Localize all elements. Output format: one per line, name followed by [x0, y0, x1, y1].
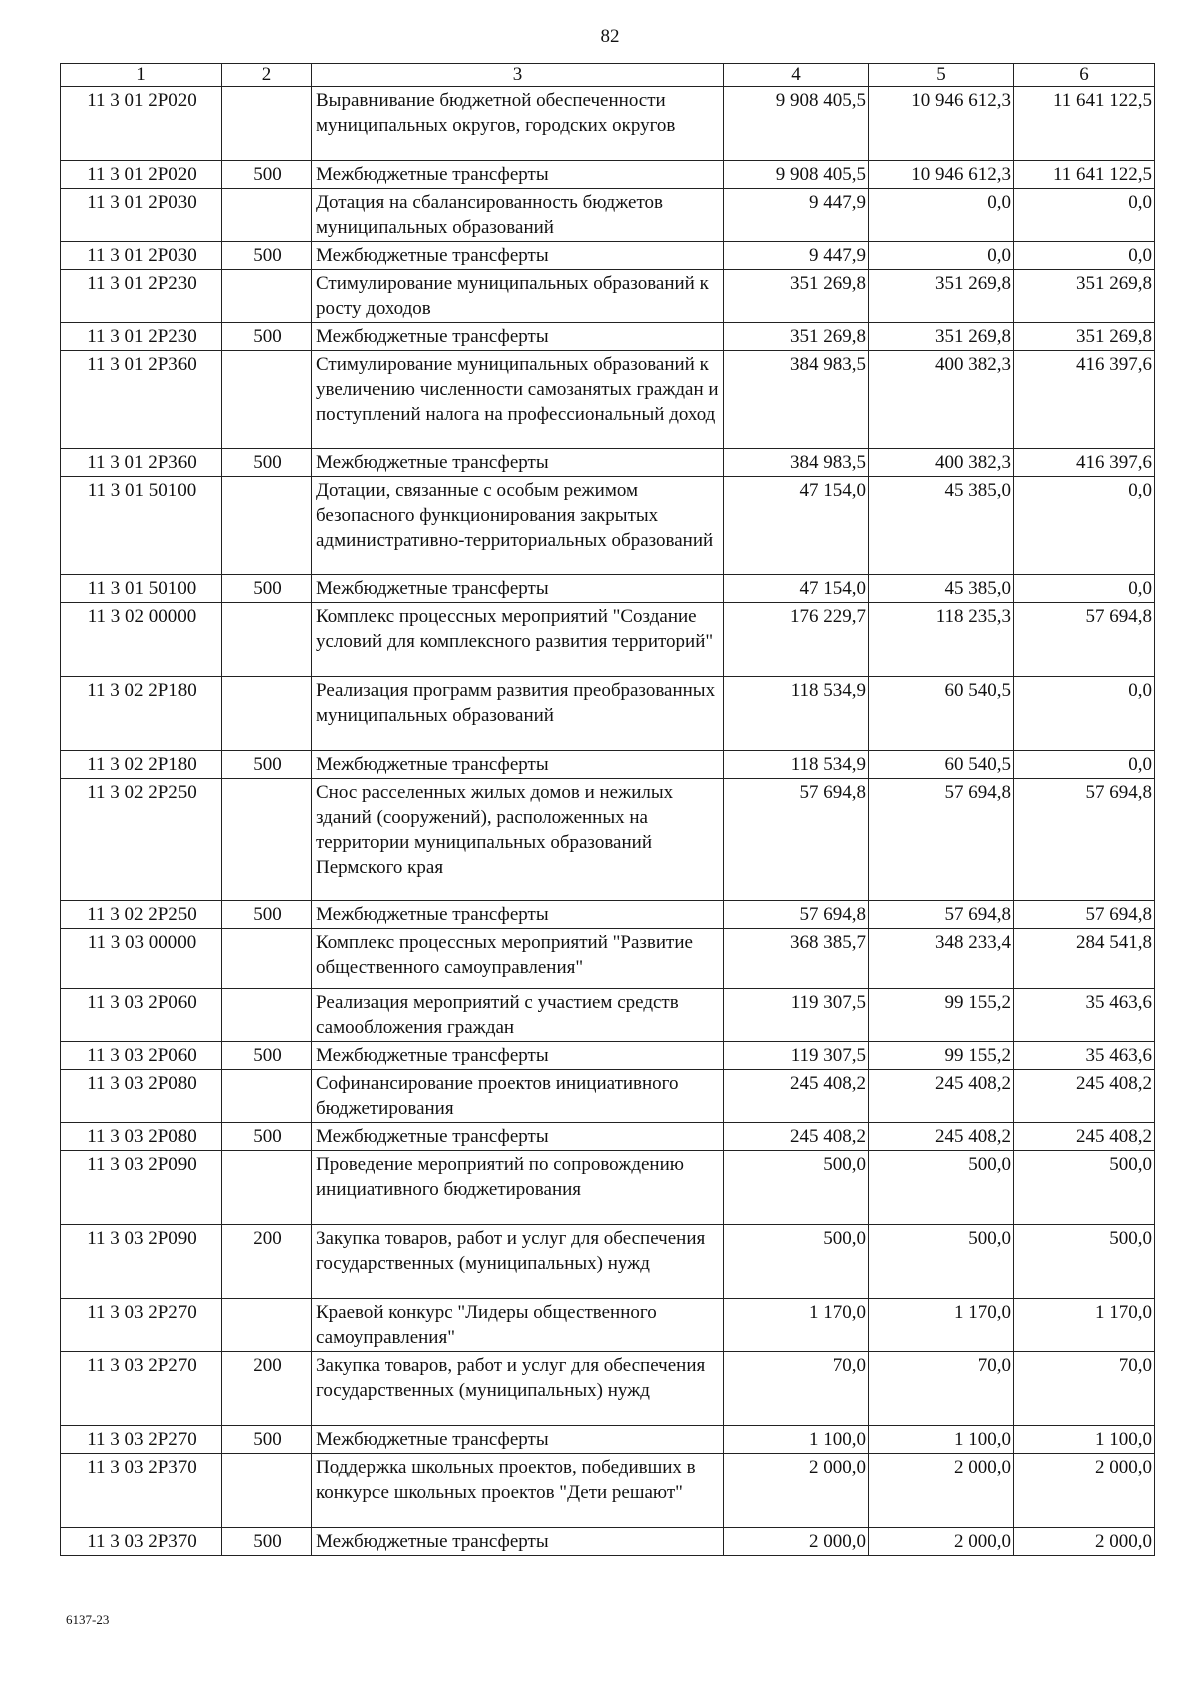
expense-type-cell: [222, 989, 312, 1042]
item-name-cell: Межбюджетные трансферты: [312, 161, 724, 189]
budget-code-cell: 11 3 03 2P060: [61, 989, 222, 1042]
table-row: [61, 989, 1155, 1042]
budget-code-cell: 11 3 02 2P250: [61, 779, 222, 901]
value-col4-cell: 57 694,8: [724, 779, 869, 901]
value-col4-cell: 176 229,7: [724, 603, 869, 677]
item-name-cell: Проведение мероприятий по сопровождению инициативного бюджетирования: [312, 1151, 724, 1225]
table-row: [61, 1528, 1155, 1556]
value-col5-cell: 118 235,3: [869, 603, 1014, 677]
value-col6-cell: 351 269,8: [1014, 323, 1155, 351]
value-col4-cell: 9 447,9: [724, 242, 869, 270]
value-col4-cell: 9 908 405,5: [724, 87, 869, 161]
expense-type-cell: [222, 1151, 312, 1225]
item-name-cell: Межбюджетные трансферты: [312, 449, 724, 477]
expense-type-cell: [222, 477, 312, 575]
value-col5-cell: 10 946 612,3: [869, 161, 1014, 189]
budget-code-cell: 11 3 03 2P080: [61, 1123, 222, 1151]
item-name-cell: Межбюджетные трансферты: [312, 575, 724, 603]
page-number: 82: [600, 26, 620, 47]
value-col6-cell: 500,0: [1014, 1225, 1155, 1299]
item-name-cell: Закупка товаров, работ и услуг для обеспечения государственных (муниципальных) нужд: [312, 1352, 724, 1426]
expense-type-cell: 500: [222, 1123, 312, 1151]
budget-code-cell: 11 3 03 2P370: [61, 1528, 222, 1556]
value-col5-cell: 60 540,5: [869, 751, 1014, 779]
table-row: [61, 1042, 1155, 1070]
value-col6-cell: 2 000,0: [1014, 1454, 1155, 1528]
expense-type-cell: [222, 351, 312, 449]
value-col5-cell: 500,0: [869, 1225, 1014, 1299]
item-name-cell: Комплекс процессных мероприятий "Развитие общественного самоуправления": [312, 929, 724, 989]
budget-code-cell: 11 3 02 2P180: [61, 677, 222, 751]
table-row: [61, 270, 1155, 323]
item-name-cell: Межбюджетные трансферты: [312, 751, 724, 779]
value-col5-cell: 57 694,8: [869, 779, 1014, 901]
item-name-cell: Межбюджетные трансферты: [312, 901, 724, 929]
expense-type-cell: 500: [222, 449, 312, 477]
value-col4-cell: 1 100,0: [724, 1426, 869, 1454]
column-header: 3: [312, 64, 724, 87]
item-name-cell: Межбюджетные трансферты: [312, 1123, 724, 1151]
item-name-cell: Межбюджетные трансферты: [312, 1528, 724, 1556]
table-row: [61, 242, 1155, 270]
value-col5-cell: 400 382,3: [869, 449, 1014, 477]
value-col6-cell: 416 397,6: [1014, 449, 1155, 477]
value-col4-cell: 245 408,2: [724, 1070, 869, 1123]
expense-type-cell: [222, 1299, 312, 1352]
budget-code-cell: 11 3 02 2P180: [61, 751, 222, 779]
budget-code-cell: 11 3 03 2P270: [61, 1299, 222, 1352]
item-name-cell: Дотация на сбалансированность бюджетов муниципальных образований: [312, 189, 724, 242]
table-row: [61, 1070, 1155, 1123]
item-name-cell: Межбюджетные трансферты: [312, 323, 724, 351]
expense-type-cell: [222, 189, 312, 242]
table-row: [61, 1454, 1155, 1528]
budget-code-cell: 11 3 01 2P020: [61, 161, 222, 189]
expense-type-cell: 200: [222, 1225, 312, 1299]
value-col4-cell: 9 447,9: [724, 189, 869, 242]
expense-type-cell: 500: [222, 1042, 312, 1070]
expense-type-cell: [222, 603, 312, 677]
value-col5-cell: 57 694,8: [869, 901, 1014, 929]
table-row: [61, 161, 1155, 189]
column-header: 5: [869, 64, 1014, 87]
value-col6-cell: 0,0: [1014, 677, 1155, 751]
value-col5-cell: 348 233,4: [869, 929, 1014, 989]
expense-type-cell: [222, 270, 312, 323]
column-header: 4: [724, 64, 869, 87]
value-col5-cell: 245 408,2: [869, 1123, 1014, 1151]
item-name-cell: Межбюджетные трансферты: [312, 242, 724, 270]
value-col4-cell: 118 534,9: [724, 677, 869, 751]
value-col5-cell: 1 170,0: [869, 1299, 1014, 1352]
table-row: [61, 677, 1155, 751]
value-col4-cell: 57 694,8: [724, 901, 869, 929]
value-col4-cell: 47 154,0: [724, 477, 869, 575]
table-row: [61, 751, 1155, 779]
item-name-cell: Выравнивание бюджетной обеспеченности муниципальных округов, городских округов: [312, 87, 724, 161]
value-col5-cell: 60 540,5: [869, 677, 1014, 751]
budget-code-cell: 11 3 03 2P080: [61, 1070, 222, 1123]
value-col4-cell: 351 269,8: [724, 323, 869, 351]
value-col4-cell: 119 307,5: [724, 989, 869, 1042]
item-name-cell: Софинансирование проектов инициативного бюджетирования: [312, 1070, 724, 1123]
value-col6-cell: 0,0: [1014, 189, 1155, 242]
value-col6-cell: 351 269,8: [1014, 270, 1155, 323]
table-row: [61, 1426, 1155, 1454]
expense-type-cell: [222, 779, 312, 901]
item-name-cell: Закупка товаров, работ и услуг для обеспечения государственных (муниципальных) нужд: [312, 1225, 724, 1299]
item-name-cell: Реализация мероприятий с участием средств самообложения граждан: [312, 989, 724, 1042]
budget-code-cell: 11 3 01 2P230: [61, 323, 222, 351]
table-row: [61, 477, 1155, 575]
document-id: 6137-23: [66, 1612, 110, 1627]
table-row: [61, 189, 1155, 242]
value-col6-cell: 284 541,8: [1014, 929, 1155, 989]
table-row: [61, 1123, 1155, 1151]
item-name-cell: Стимулирование муниципальных образований к росту доходов: [312, 270, 724, 323]
item-name-cell: Краевой конкурс "Лидеры общественного самоуправления": [312, 1299, 724, 1352]
budget-code-cell: 11 3 03 00000: [61, 929, 222, 989]
table-row: [61, 603, 1155, 677]
value-col4-cell: 384 983,5: [724, 449, 869, 477]
value-col5-cell: 1 100,0: [869, 1426, 1014, 1454]
column-header: 1: [61, 64, 222, 87]
budget-code-cell: 11 3 03 2P090: [61, 1225, 222, 1299]
budget-code-cell: 11 3 03 2P370: [61, 1454, 222, 1528]
budget-table: [60, 63, 1155, 1556]
budget-code-cell: 11 3 01 50100: [61, 477, 222, 575]
budget-code-cell: 11 3 02 2P250: [61, 901, 222, 929]
value-col6-cell: 245 408,2: [1014, 1123, 1155, 1151]
expense-type-cell: 500: [222, 751, 312, 779]
value-col5-cell: 45 385,0: [869, 575, 1014, 603]
expense-type-cell: [222, 677, 312, 751]
table-row: [61, 1151, 1155, 1225]
value-col5-cell: 351 269,8: [869, 270, 1014, 323]
table-body: [61, 87, 1155, 1556]
expense-type-cell: [222, 1070, 312, 1123]
value-col4-cell: 368 385,7: [724, 929, 869, 989]
budget-code-cell: 11 3 01 2P230: [61, 270, 222, 323]
value-col6-cell: 2 000,0: [1014, 1528, 1155, 1556]
table-row: [61, 351, 1155, 449]
table-row: [61, 1299, 1155, 1352]
value-col6-cell: 0,0: [1014, 242, 1155, 270]
item-name-cell: Межбюджетные трансферты: [312, 1426, 724, 1454]
value-col5-cell: 400 382,3: [869, 351, 1014, 449]
value-col4-cell: 47 154,0: [724, 575, 869, 603]
table-row: [61, 1225, 1155, 1299]
value-col4-cell: 500,0: [724, 1225, 869, 1299]
value-col5-cell: 99 155,2: [869, 989, 1014, 1042]
value-col5-cell: 245 408,2: [869, 1070, 1014, 1123]
value-col6-cell: 0,0: [1014, 751, 1155, 779]
value-col4-cell: 2 000,0: [724, 1528, 869, 1556]
budget-code-cell: 11 3 03 2P060: [61, 1042, 222, 1070]
value-col6-cell: 70,0: [1014, 1352, 1155, 1426]
expense-type-cell: 500: [222, 575, 312, 603]
item-name-cell: Поддержка школьных проектов, победивших в конкурсе школьных проектов "Дети решают": [312, 1454, 724, 1528]
value-col4-cell: 9 908 405,5: [724, 161, 869, 189]
budget-code-cell: 11 3 01 50100: [61, 575, 222, 603]
value-col5-cell: 500,0: [869, 1151, 1014, 1225]
value-col4-cell: 1 170,0: [724, 1299, 869, 1352]
column-header: 6: [1014, 64, 1155, 87]
expense-type-cell: [222, 929, 312, 989]
expense-type-cell: 500: [222, 242, 312, 270]
value-col4-cell: 2 000,0: [724, 1454, 869, 1528]
item-name-cell: Снос расселенных жилых домов и нежилых зданий (сооружений), расположенных на территории муниципальных образований Пермского края: [312, 779, 724, 901]
item-name-cell: Стимулирование муниципальных образований к увеличению численности самозанятых граждан и поступлений налога на профессиональный доход: [312, 351, 724, 449]
value-col6-cell: 416 397,6: [1014, 351, 1155, 449]
table-row: [61, 449, 1155, 477]
expense-type-cell: 500: [222, 901, 312, 929]
value-col6-cell: 35 463,6: [1014, 1042, 1155, 1070]
value-col4-cell: 384 983,5: [724, 351, 869, 449]
expense-type-cell: 500: [222, 1528, 312, 1556]
value-col5-cell: 10 946 612,3: [869, 87, 1014, 161]
budget-code-cell: 11 3 01 2P030: [61, 189, 222, 242]
value-col6-cell: 57 694,8: [1014, 779, 1155, 901]
value-col5-cell: 2 000,0: [869, 1454, 1014, 1528]
table-row: [61, 323, 1155, 351]
item-name-cell: Реализация программ развития преобразованных муниципальных образований: [312, 677, 724, 751]
budget-code-cell: 11 3 03 2P270: [61, 1426, 222, 1454]
table-row: [61, 575, 1155, 603]
budget-code-cell: 11 3 03 2P270: [61, 1352, 222, 1426]
value-col6-cell: 35 463,6: [1014, 989, 1155, 1042]
value-col4-cell: 70,0: [724, 1352, 869, 1426]
value-col5-cell: 45 385,0: [869, 477, 1014, 575]
value-col6-cell: 11 641 122,5: [1014, 161, 1155, 189]
expense-type-cell: 200: [222, 1352, 312, 1426]
expense-type-cell: 500: [222, 161, 312, 189]
value-col5-cell: 351 269,8: [869, 323, 1014, 351]
value-col4-cell: 500,0: [724, 1151, 869, 1225]
value-col5-cell: 0,0: [869, 242, 1014, 270]
value-col4-cell: 351 269,8: [724, 270, 869, 323]
item-name-cell: Межбюджетные трансферты: [312, 1042, 724, 1070]
table-row: [61, 779, 1155, 901]
table-row: [61, 929, 1155, 989]
expense-type-cell: [222, 87, 312, 161]
budget-code-cell: 11 3 02 00000: [61, 603, 222, 677]
budget-code-cell: 11 3 03 2P090: [61, 1151, 222, 1225]
value-col6-cell: 500,0: [1014, 1151, 1155, 1225]
table-row: [61, 901, 1155, 929]
item-name-cell: Дотации, связанные с особым режимом безопасного функционирования закрытых административно-территориальных образований: [312, 477, 724, 575]
budget-code-cell: 11 3 01 2P360: [61, 449, 222, 477]
value-col4-cell: 119 307,5: [724, 1042, 869, 1070]
value-col6-cell: 11 641 122,5: [1014, 87, 1155, 161]
value-col6-cell: 0,0: [1014, 477, 1155, 575]
value-col4-cell: 118 534,9: [724, 751, 869, 779]
value-col4-cell: 245 408,2: [724, 1123, 869, 1151]
budget-code-cell: 11 3 01 2P030: [61, 242, 222, 270]
budget-code-cell: 11 3 01 2P020: [61, 87, 222, 161]
value-col5-cell: 2 000,0: [869, 1528, 1014, 1556]
table-row: [61, 1352, 1155, 1426]
table-header-row: [61, 64, 1155, 87]
item-name-cell: Комплекс процессных мероприятий "Создание условий для комплексного развития территорий": [312, 603, 724, 677]
expense-type-cell: 500: [222, 323, 312, 351]
column-header: 2: [222, 64, 312, 87]
value-col5-cell: 99 155,2: [869, 1042, 1014, 1070]
table-row: [61, 87, 1155, 161]
expense-type-cell: [222, 1454, 312, 1528]
value-col5-cell: 0,0: [869, 189, 1014, 242]
value-col6-cell: 1 100,0: [1014, 1426, 1155, 1454]
value-col5-cell: 70,0: [869, 1352, 1014, 1426]
budget-code-cell: 11 3 01 2P360: [61, 351, 222, 449]
value-col6-cell: 57 694,8: [1014, 901, 1155, 929]
expense-type-cell: 500: [222, 1426, 312, 1454]
value-col6-cell: 245 408,2: [1014, 1070, 1155, 1123]
value-col6-cell: 57 694,8: [1014, 603, 1155, 677]
value-col6-cell: 0,0: [1014, 575, 1155, 603]
value-col6-cell: 1 170,0: [1014, 1299, 1155, 1352]
